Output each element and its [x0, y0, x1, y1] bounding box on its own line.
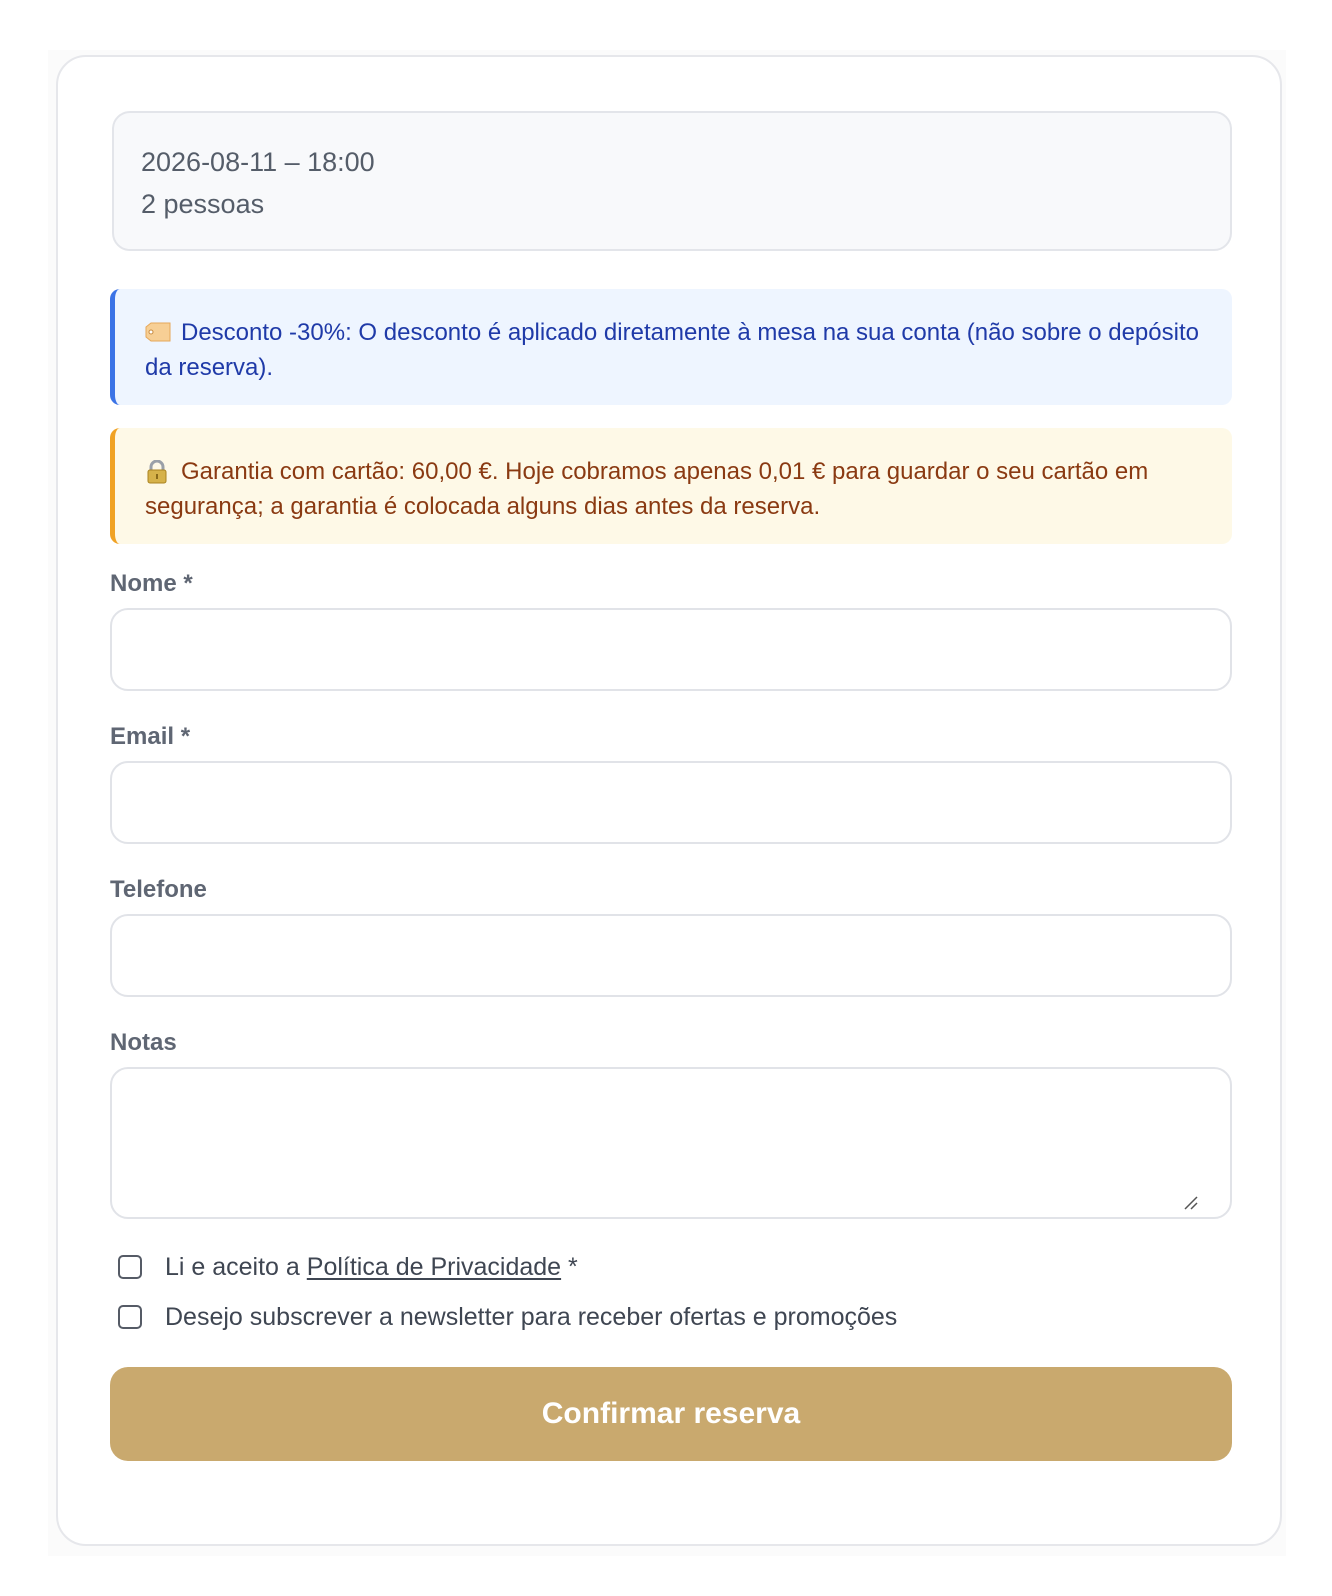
newsletter-label: Desejo subscrever a newsletter para receber ofertas e promoções — [165, 1302, 898, 1331]
lock-icon — [145, 460, 171, 482]
privacy-policy-link[interactable]: Política de Privacidade — [306, 1252, 562, 1281]
guarantee-alert — [110, 428, 1232, 544]
discount-alert-text: Desconto -30%: O desconto é aplicado diretamente à mesa na sua conta (não sobre o depósito da reserva). — [145, 319, 1199, 381]
tag-icon — [145, 321, 171, 343]
notes-textarea[interactable] — [110, 1067, 1232, 1219]
newsletter-consent[interactable] — [118, 1300, 897, 1334]
booking-party-size: 2 pessoas — [141, 189, 265, 219]
phone-input[interactable] — [110, 914, 1232, 997]
confirm-booking-button[interactable]: Confirmar reserva — [110, 1367, 1232, 1461]
booking-summary — [112, 111, 1232, 251]
email-input[interactable] — [110, 761, 1232, 844]
phone-label: Telefone — [110, 876, 207, 903]
discount-alert — [110, 289, 1232, 405]
guarantee-alert-text: Garantia com cartão: 60,00 €. Hoje cobramos apenas 0,01 € para guardar o seu cartão em segurança; a garantia é colocada alguns dias antes da reserva. — [145, 458, 1149, 520]
email-label: Email * — [110, 723, 191, 750]
privacy-prefix: Li e aceito a — [165, 1252, 300, 1281]
notes-label: Notas — [110, 1029, 177, 1056]
newsletter-checkbox[interactable] — [118, 1305, 142, 1329]
booking-datetime: 2026-08-11 – 18:00 — [141, 147, 375, 177]
name-input[interactable] — [110, 608, 1232, 691]
privacy-consent[interactable] — [118, 1250, 578, 1284]
privacy-required-mark: * — [568, 1252, 578, 1281]
name-label: Nome * — [110, 570, 193, 597]
privacy-checkbox[interactable] — [118, 1255, 142, 1279]
booking-card — [56, 55, 1282, 1546]
resize-handle-icon[interactable] — [1182, 1194, 1198, 1210]
